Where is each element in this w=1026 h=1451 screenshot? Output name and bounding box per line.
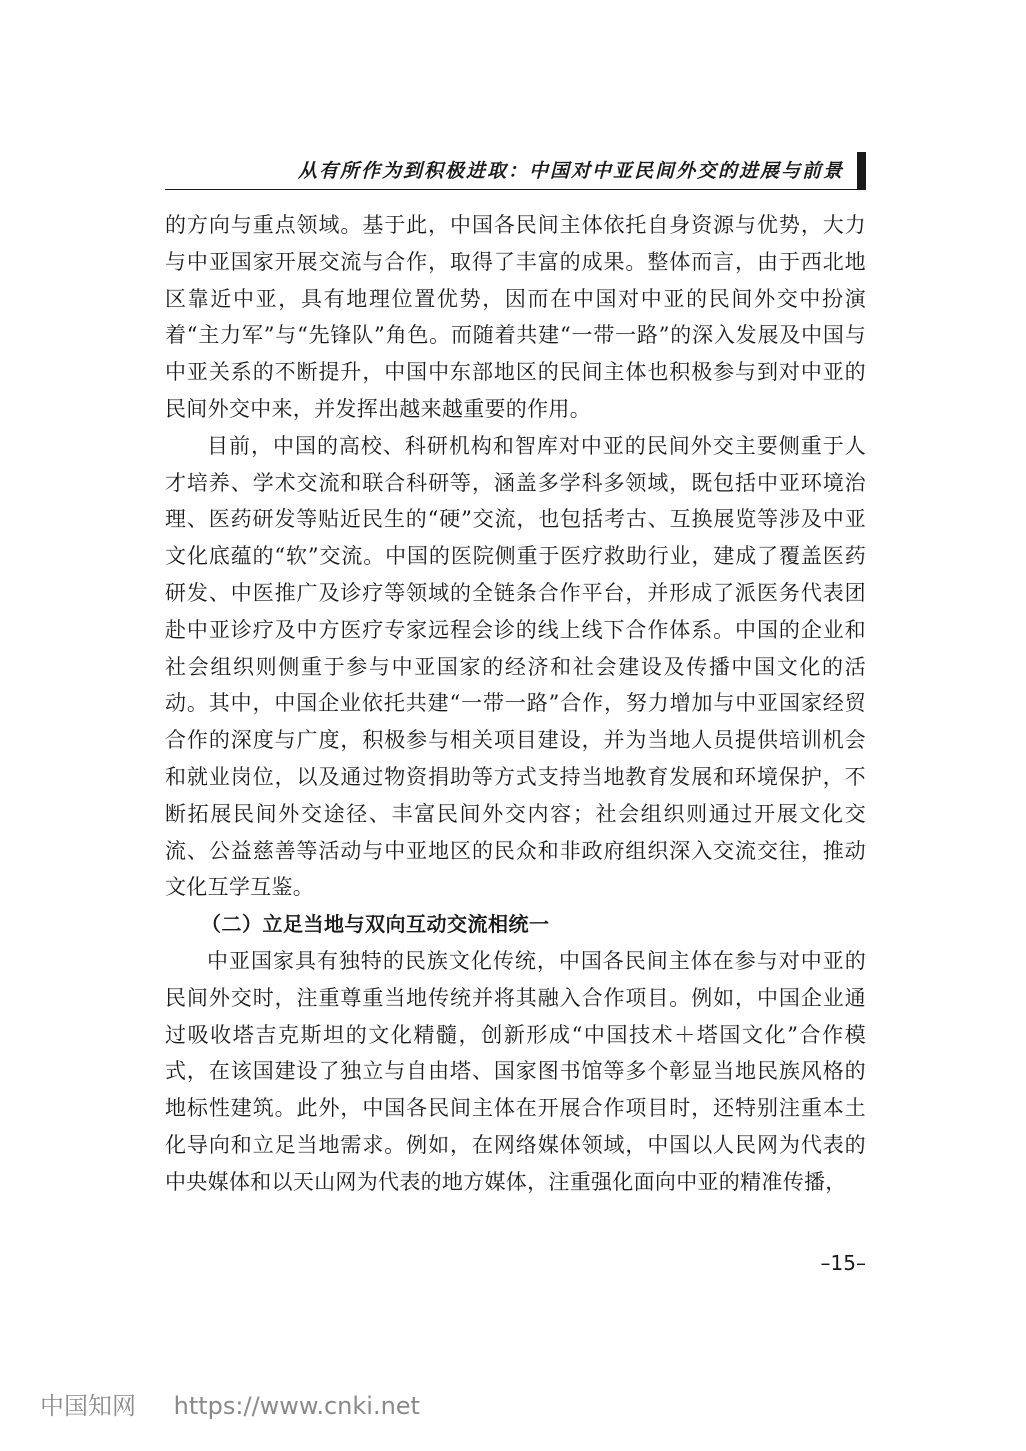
running-header [165, 146, 866, 190]
watermark-brand: 中国知网 [40, 1392, 136, 1420]
paragraph-1: 的方向与重点领域。基于此，中国各民间主体依托自身资源与优势，大力与中亚国家开展交流与合作，取得了丰富的成果。整体而言，由于西北地区靠近中亚，具有地理位置优势，因而在中国对中亚的民间外交中扮演着“主力军”与“先锋队”角色。而随着共建“一带一路”的深入发展及中国与中亚关系的不断提升，中国中东部地区的民间主体也积极参与到对中亚的民间外交中来，并发挥出越来越重要的作用。 [165, 213, 866, 421]
header-rule [165, 189, 866, 190]
body-text [165, 207, 866, 1201]
watermark-url: https://www.cnki.net [173, 1392, 420, 1420]
paragraph-3: 中亚国家具有独特的民族文化传统，中国各民间主体在参与对中亚的民间外交时，注重尊重当地传统并将其融入合作项目。例如，中国企业通过吸收塔吉克斯坦的文化精髓，创新形成“中国技术＋塔国文化”合作模式，在该国建设了独立与自由塔、国家图书馆等多个彰显当地民族风格的地标性建筑。此外，中国各民间主体在开展合作项目时，还特别注重本土化导向和立足当地需求。例如，在网络媒体领域，中国以人民网为代表的中央媒体和以天山网为代表的地方媒体，注重强化面向中亚的精准传播， [165, 948, 866, 1194]
watermark [40, 1386, 420, 1421]
page-number: –15– [820, 1251, 866, 1275]
section-heading: （二）立足当地与双向互动交流相统一 [201, 912, 550, 937]
header-marker-bar [857, 152, 866, 190]
paragraph-2: 目前，中国的高校、科研机构和智库对中亚的民间外交主要侧重于人才培养、学术交流和联合科研等，涵盖多学科多领域，既包括中亚环境治理、医药研发等贴近民生的“硬”交流，也包括考古、互换展览等涉及中亚文化底蕴的“软”交流。中国的医院侧重于医疗救助行业，建成了覆盖医药研发、中医推广及诊疗等领域的全链条合作平台，并形成了派医务代表团赴中亚诊疗及中方医疗专家远程会诊的线上线下合作体系。中国的企业和社会组织则侧重于参与中亚国家的经济和社会建设及传播中国文化的活动。其中，中国企业依托共建“一带一路”合作，努力增加与中亚国家经贸合作的深度与广度，积极参与相关项目建设，并为当地人员提供培训机会和就业岗位，以及通过物资捐助等方式支持当地教育发展和环境保护，不断拓展民间外交途径、丰富民间外交内容；社会组织则通过开展文化交流、公益慈善等活动与中亚地区的民众和非政府组织深入交流交往，推动文化互学互鉴。 [165, 433, 866, 900]
running-header-title: 从有所作为到积极进取：中国对中亚民间外交的进展与前景 [297, 160, 844, 182]
